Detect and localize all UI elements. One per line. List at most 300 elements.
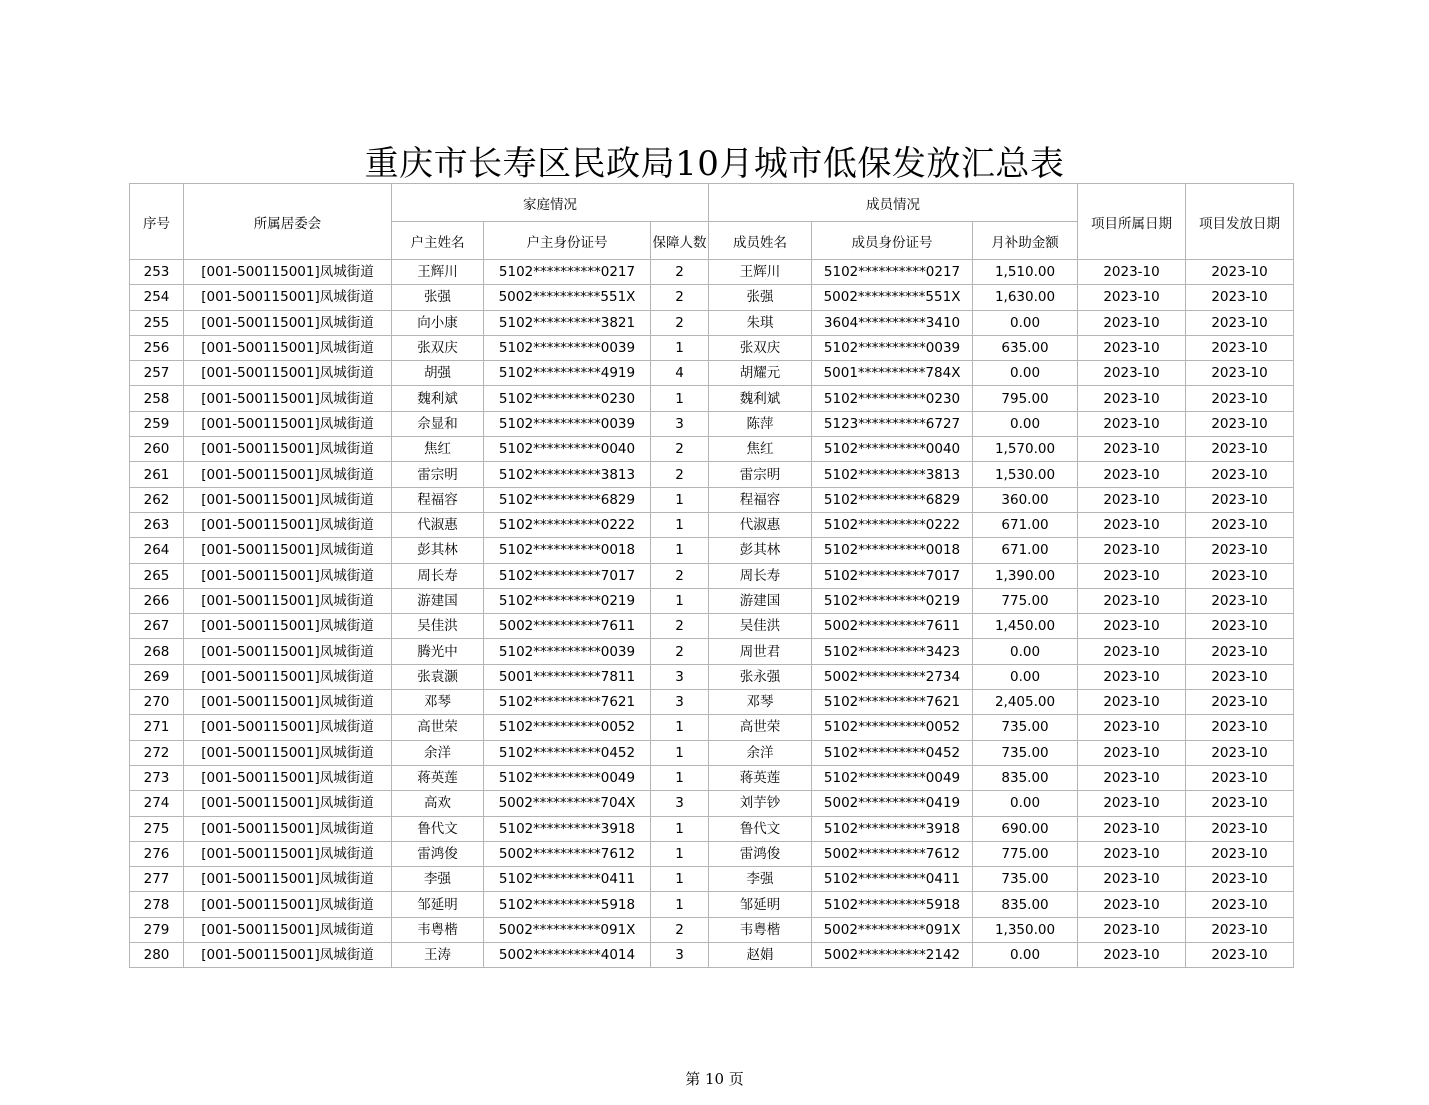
covered-cell: 2 [651, 310, 709, 335]
table-row [130, 563, 1294, 588]
seq-cell: 273 [130, 765, 184, 790]
item-date-cell: 2023-10 [1078, 765, 1186, 790]
member-name-cell: 王辉川 [709, 260, 812, 285]
member-name-cell: 程福容 [709, 487, 812, 512]
seq-cell: 254 [130, 285, 184, 310]
committee-cell: [001-500115001]凤城街道 [184, 791, 392, 816]
header-member-id: 成员身份证号 [812, 222, 973, 260]
issue-date-cell: 2023-10 [1186, 664, 1294, 689]
member-name-cell: 周世君 [709, 639, 812, 664]
table-row [130, 411, 1294, 436]
subsidy-cell: 671.00 [973, 538, 1078, 563]
head-id-cell: 5102**********0040 [484, 437, 651, 462]
seq-cell: 255 [130, 310, 184, 335]
subsidy-cell: 775.00 [973, 588, 1078, 613]
head-name-cell: 胡强 [392, 361, 484, 386]
member-id-cell: 5001**********784X [812, 361, 973, 386]
seq-cell: 258 [130, 386, 184, 411]
table-row [130, 917, 1294, 942]
issue-date-cell: 2023-10 [1186, 715, 1294, 740]
member-name-cell: 邹延明 [709, 892, 812, 917]
table-row [130, 690, 1294, 715]
subsidy-cell: 0.00 [973, 411, 1078, 436]
subsidy-cell: 1,390.00 [973, 563, 1078, 588]
seq-cell: 259 [130, 411, 184, 436]
item-date-cell: 2023-10 [1078, 335, 1186, 360]
table-row [130, 791, 1294, 816]
head-name-cell: 雷宗明 [392, 462, 484, 487]
head-id-cell: 5102**********7621 [484, 690, 651, 715]
committee-cell: [001-500115001]凤城街道 [184, 285, 392, 310]
covered-cell: 2 [651, 614, 709, 639]
committee-cell: [001-500115001]凤城街道 [184, 943, 392, 968]
committee-cell: [001-500115001]凤城街道 [184, 917, 392, 942]
subsidy-cell: 1,530.00 [973, 462, 1078, 487]
covered-cell: 1 [651, 512, 709, 537]
seq-cell: 256 [130, 335, 184, 360]
seq-cell: 261 [130, 462, 184, 487]
issue-date-cell: 2023-10 [1186, 437, 1294, 462]
head-name-cell: 鲁代文 [392, 816, 484, 841]
covered-cell: 1 [651, 816, 709, 841]
seq-cell: 271 [130, 715, 184, 740]
head-id-cell: 5102**********3813 [484, 462, 651, 487]
committee-cell: [001-500115001]凤城街道 [184, 664, 392, 689]
covered-cell: 1 [651, 765, 709, 790]
member-name-cell: 吴佳洪 [709, 614, 812, 639]
head-id-cell: 5102**********0018 [484, 538, 651, 563]
member-name-cell: 彭其林 [709, 538, 812, 563]
subsidy-cell: 735.00 [973, 740, 1078, 765]
committee-cell: [001-500115001]凤城街道 [184, 361, 392, 386]
member-name-cell: 赵娟 [709, 943, 812, 968]
item-date-cell: 2023-10 [1078, 538, 1186, 563]
issue-date-cell: 2023-10 [1186, 411, 1294, 436]
member-id-cell: 5002**********2142 [812, 943, 973, 968]
table-row [130, 943, 1294, 968]
table-row [130, 538, 1294, 563]
seq-cell: 267 [130, 614, 184, 639]
subsidy-cell: 1,450.00 [973, 614, 1078, 639]
member-id-cell: 5102**********0040 [812, 437, 973, 462]
item-date-cell: 2023-10 [1078, 867, 1186, 892]
header-issue-date: 项目发放日期 [1186, 184, 1294, 260]
subsidy-cell: 835.00 [973, 892, 1078, 917]
header-covered: 保障人数 [651, 222, 709, 260]
head-name-cell: 张袁灏 [392, 664, 484, 689]
head-id-cell: 5002**********704X [484, 791, 651, 816]
issue-date-cell: 2023-10 [1186, 816, 1294, 841]
item-date-cell: 2023-10 [1078, 437, 1186, 462]
seq-cell: 264 [130, 538, 184, 563]
header-committee: 所属居委会 [184, 184, 392, 260]
member-name-cell: 韦粤楷 [709, 917, 812, 942]
item-date-cell: 2023-10 [1078, 285, 1186, 310]
issue-date-cell: 2023-10 [1186, 462, 1294, 487]
member-name-cell: 高世荣 [709, 715, 812, 740]
member-name-cell: 鲁代文 [709, 816, 812, 841]
issue-date-cell: 2023-10 [1186, 892, 1294, 917]
subsidy-cell: 775.00 [973, 841, 1078, 866]
header-head-id: 户主身份证号 [484, 222, 651, 260]
table-row [130, 437, 1294, 462]
head-id-cell: 5102**********0222 [484, 512, 651, 537]
member-id-cell: 5002**********7612 [812, 841, 973, 866]
subsidy-cell: 690.00 [973, 816, 1078, 841]
committee-cell: [001-500115001]凤城街道 [184, 639, 392, 664]
subsidy-cell: 0.00 [973, 361, 1078, 386]
item-date-cell: 2023-10 [1078, 690, 1186, 715]
head-id-cell: 5102**********0411 [484, 867, 651, 892]
table-row [130, 386, 1294, 411]
head-id-cell: 5102**********0039 [484, 335, 651, 360]
head-name-cell: 焦红 [392, 437, 484, 462]
covered-cell: 3 [651, 791, 709, 816]
member-id-cell: 5102**********0018 [812, 538, 973, 563]
table-row [130, 715, 1294, 740]
head-id-cell: 5102**********6829 [484, 487, 651, 512]
item-date-cell: 2023-10 [1078, 841, 1186, 866]
member-name-cell: 周长寿 [709, 563, 812, 588]
head-name-cell: 吴佳洪 [392, 614, 484, 639]
table-row [130, 841, 1294, 866]
header-head-name: 户主姓名 [392, 222, 484, 260]
item-date-cell: 2023-10 [1078, 816, 1186, 841]
header-item-date: 项目所属日期 [1078, 184, 1186, 260]
head-name-cell: 蒋英莲 [392, 765, 484, 790]
head-name-cell: 周长寿 [392, 563, 484, 588]
subsidy-cell: 0.00 [973, 664, 1078, 689]
member-name-cell: 雷宗明 [709, 462, 812, 487]
subsidy-cell: 360.00 [973, 487, 1078, 512]
subsidy-cell: 1,350.00 [973, 917, 1078, 942]
item-date-cell: 2023-10 [1078, 563, 1186, 588]
member-id-cell: 5002**********551X [812, 285, 973, 310]
table-row [130, 361, 1294, 386]
subsidy-cell: 835.00 [973, 765, 1078, 790]
member-name-cell: 魏利斌 [709, 386, 812, 411]
member-name-cell: 李强 [709, 867, 812, 892]
member-id-cell: 5102**********0219 [812, 588, 973, 613]
issue-date-cell: 2023-10 [1186, 310, 1294, 335]
seq-cell: 253 [130, 260, 184, 285]
head-name-cell: 向小康 [392, 310, 484, 335]
header-member-group: 成员情况 [709, 184, 1078, 222]
issue-date-cell: 2023-10 [1186, 943, 1294, 968]
committee-cell: [001-500115001]凤城街道 [184, 715, 392, 740]
covered-cell: 3 [651, 411, 709, 436]
member-id-cell: 5002**********091X [812, 917, 973, 942]
covered-cell: 1 [651, 538, 709, 563]
member-name-cell: 余洋 [709, 740, 812, 765]
committee-cell: [001-500115001]凤城街道 [184, 437, 392, 462]
head-id-cell: 5102**********0039 [484, 411, 651, 436]
subsidy-cell: 0.00 [973, 639, 1078, 664]
covered-cell: 1 [651, 867, 709, 892]
committee-cell: [001-500115001]凤城街道 [184, 816, 392, 841]
committee-cell: [001-500115001]凤城街道 [184, 588, 392, 613]
member-name-cell: 张双庆 [709, 335, 812, 360]
item-date-cell: 2023-10 [1078, 512, 1186, 537]
member-name-cell: 雷鸿俊 [709, 841, 812, 866]
committee-cell: [001-500115001]凤城街道 [184, 765, 392, 790]
issue-date-cell: 2023-10 [1186, 614, 1294, 639]
head-id-cell: 5002**********091X [484, 917, 651, 942]
committee-cell: [001-500115001]凤城街道 [184, 512, 392, 537]
item-date-cell: 2023-10 [1078, 917, 1186, 942]
seq-cell: 278 [130, 892, 184, 917]
table-row [130, 260, 1294, 285]
table-row [130, 310, 1294, 335]
committee-cell: [001-500115001]凤城街道 [184, 335, 392, 360]
head-id-cell: 5102**********0052 [484, 715, 651, 740]
seq-cell: 279 [130, 917, 184, 942]
issue-date-cell: 2023-10 [1186, 335, 1294, 360]
header-seq: 序号 [130, 184, 184, 260]
table-row [130, 588, 1294, 613]
member-name-cell: 邓琴 [709, 690, 812, 715]
member-name-cell: 蒋英莲 [709, 765, 812, 790]
member-id-cell: 5102**********0411 [812, 867, 973, 892]
member-id-cell: 5002**********7611 [812, 614, 973, 639]
head-name-cell: 雷鸿俊 [392, 841, 484, 866]
covered-cell: 1 [651, 335, 709, 360]
issue-date-cell: 2023-10 [1186, 260, 1294, 285]
subsidy-cell: 0.00 [973, 310, 1078, 335]
head-name-cell: 韦粤楷 [392, 917, 484, 942]
subsidy-cell: 635.00 [973, 335, 1078, 360]
committee-cell: [001-500115001]凤城街道 [184, 892, 392, 917]
covered-cell: 2 [651, 639, 709, 664]
head-name-cell: 张双庆 [392, 335, 484, 360]
covered-cell: 2 [651, 462, 709, 487]
seq-cell: 270 [130, 690, 184, 715]
head-id-cell: 5002**********7612 [484, 841, 651, 866]
item-date-cell: 2023-10 [1078, 639, 1186, 664]
head-id-cell: 5102**********7017 [484, 563, 651, 588]
table-row [130, 664, 1294, 689]
table-row [130, 512, 1294, 537]
subsidy-cell: 671.00 [973, 512, 1078, 537]
head-name-cell: 代淑惠 [392, 512, 484, 537]
item-date-cell: 2023-10 [1078, 361, 1186, 386]
issue-date-cell: 2023-10 [1186, 765, 1294, 790]
subsidy-cell: 1,510.00 [973, 260, 1078, 285]
member-id-cell: 5102**********0052 [812, 715, 973, 740]
seq-cell: 268 [130, 639, 184, 664]
issue-date-cell: 2023-10 [1186, 361, 1294, 386]
table-row [130, 335, 1294, 360]
head-name-cell: 高世荣 [392, 715, 484, 740]
head-name-cell: 魏利斌 [392, 386, 484, 411]
seq-cell: 260 [130, 437, 184, 462]
covered-cell: 1 [651, 740, 709, 765]
seq-cell: 272 [130, 740, 184, 765]
item-date-cell: 2023-10 [1078, 664, 1186, 689]
subsidy-cell: 1,630.00 [973, 285, 1078, 310]
member-id-cell: 5102**********0049 [812, 765, 973, 790]
table-row [130, 816, 1294, 841]
member-name-cell: 张强 [709, 285, 812, 310]
member-id-cell: 5002**********0419 [812, 791, 973, 816]
issue-date-cell: 2023-10 [1186, 867, 1294, 892]
member-id-cell: 5102**********3423 [812, 639, 973, 664]
table-row [130, 487, 1294, 512]
head-name-cell: 张强 [392, 285, 484, 310]
seq-cell: 257 [130, 361, 184, 386]
subsidy-cell: 1,570.00 [973, 437, 1078, 462]
covered-cell: 2 [651, 260, 709, 285]
member-name-cell: 胡耀元 [709, 361, 812, 386]
item-date-cell: 2023-10 [1078, 462, 1186, 487]
subsidy-cell: 735.00 [973, 867, 1078, 892]
subsidy-cell: 0.00 [973, 791, 1078, 816]
head-name-cell: 余洋 [392, 740, 484, 765]
item-date-cell: 2023-10 [1078, 892, 1186, 917]
issue-date-cell: 2023-10 [1186, 538, 1294, 563]
committee-cell: [001-500115001]凤城街道 [184, 386, 392, 411]
covered-cell: 3 [651, 664, 709, 689]
member-name-cell: 刘芋钞 [709, 791, 812, 816]
committee-cell: [001-500115001]凤城街道 [184, 538, 392, 563]
member-id-cell: 5102**********0222 [812, 512, 973, 537]
member-id-cell: 5123**********6727 [812, 411, 973, 436]
head-name-cell: 腾光中 [392, 639, 484, 664]
covered-cell: 2 [651, 917, 709, 942]
head-id-cell: 5002**********4014 [484, 943, 651, 968]
committee-cell: [001-500115001]凤城街道 [184, 487, 392, 512]
seq-cell: 280 [130, 943, 184, 968]
seq-cell: 274 [130, 791, 184, 816]
committee-cell: [001-500115001]凤城街道 [184, 260, 392, 285]
item-date-cell: 2023-10 [1078, 614, 1186, 639]
covered-cell: 4 [651, 361, 709, 386]
covered-cell: 1 [651, 892, 709, 917]
page-title: 重庆市长寿区民政局10月城市低保发放汇总表 [364, 144, 1065, 184]
header-family-group: 家庭情况 [392, 184, 709, 222]
member-id-cell: 5102**********7017 [812, 563, 973, 588]
member-id-cell: 5102**********0039 [812, 335, 973, 360]
seq-cell: 263 [130, 512, 184, 537]
covered-cell: 3 [651, 943, 709, 968]
head-name-cell: 高欢 [392, 791, 484, 816]
covered-cell: 2 [651, 285, 709, 310]
item-date-cell: 2023-10 [1078, 588, 1186, 613]
head-id-cell: 5102**********3918 [484, 816, 651, 841]
member-id-cell: 5102**********3918 [812, 816, 973, 841]
issue-date-cell: 2023-10 [1186, 917, 1294, 942]
member-id-cell: 5002**********2734 [812, 664, 973, 689]
member-id-cell: 5102**********5918 [812, 892, 973, 917]
member-id-cell: 5102**********0217 [812, 260, 973, 285]
summary-table [129, 183, 1294, 968]
head-id-cell: 5102**********0452 [484, 740, 651, 765]
head-name-cell: 程福容 [392, 487, 484, 512]
table-row [130, 892, 1294, 917]
committee-cell: [001-500115001]凤城街道 [184, 740, 392, 765]
head-id-cell: 5102**********0230 [484, 386, 651, 411]
head-id-cell: 5102**********4919 [484, 361, 651, 386]
head-name-cell: 佘显和 [392, 411, 484, 436]
subsidy-cell: 795.00 [973, 386, 1078, 411]
head-name-cell: 邹延明 [392, 892, 484, 917]
subsidy-cell: 0.00 [973, 943, 1078, 968]
covered-cell: 1 [651, 588, 709, 613]
seq-cell: 265 [130, 563, 184, 588]
table-row [130, 867, 1294, 892]
committee-cell: [001-500115001]凤城街道 [184, 462, 392, 487]
member-name-cell: 陈萍 [709, 411, 812, 436]
head-id-cell: 5102**********0219 [484, 588, 651, 613]
head-name-cell: 李强 [392, 867, 484, 892]
member-id-cell: 5102**********0230 [812, 386, 973, 411]
head-name-cell: 邓琴 [392, 690, 484, 715]
seq-cell: 262 [130, 487, 184, 512]
header-subsidy: 月补助金额 [973, 222, 1078, 260]
table-row [130, 765, 1294, 790]
table-body [130, 260, 1294, 968]
covered-cell: 1 [651, 841, 709, 866]
issue-date-cell: 2023-10 [1186, 386, 1294, 411]
head-id-cell: 5002**********7611 [484, 614, 651, 639]
head-id-cell: 5001**********7811 [484, 664, 651, 689]
member-id-cell: 5102**********0452 [812, 740, 973, 765]
page-number: 第 10 页 [685, 1070, 744, 1088]
item-date-cell: 2023-10 [1078, 943, 1186, 968]
committee-cell: [001-500115001]凤城街道 [184, 867, 392, 892]
head-id-cell: 5102**********0217 [484, 260, 651, 285]
issue-date-cell: 2023-10 [1186, 690, 1294, 715]
table-row [130, 462, 1294, 487]
issue-date-cell: 2023-10 [1186, 487, 1294, 512]
member-name-cell: 焦红 [709, 437, 812, 462]
head-name-cell: 王涛 [392, 943, 484, 968]
member-name-cell: 游建国 [709, 588, 812, 613]
head-id-cell: 5002**********551X [484, 285, 651, 310]
head-id-cell: 5102**********3821 [484, 310, 651, 335]
issue-date-cell: 2023-10 [1186, 512, 1294, 537]
item-date-cell: 2023-10 [1078, 487, 1186, 512]
committee-cell: [001-500115001]凤城街道 [184, 310, 392, 335]
committee-cell: [001-500115001]凤城街道 [184, 841, 392, 866]
member-id-cell: 5102**********7621 [812, 690, 973, 715]
item-date-cell: 2023-10 [1078, 740, 1186, 765]
head-name-cell: 游建国 [392, 588, 484, 613]
seq-cell: 275 [130, 816, 184, 841]
issue-date-cell: 2023-10 [1186, 841, 1294, 866]
seq-cell: 269 [130, 664, 184, 689]
head-name-cell: 彭其林 [392, 538, 484, 563]
committee-cell: [001-500115001]凤城街道 [184, 614, 392, 639]
member-name-cell: 代淑惠 [709, 512, 812, 537]
issue-date-cell: 2023-10 [1186, 740, 1294, 765]
item-date-cell: 2023-10 [1078, 411, 1186, 436]
issue-date-cell: 2023-10 [1186, 639, 1294, 664]
seq-cell: 266 [130, 588, 184, 613]
subsidy-cell: 735.00 [973, 715, 1078, 740]
seq-cell: 277 [130, 867, 184, 892]
covered-cell: 3 [651, 690, 709, 715]
committee-cell: [001-500115001]凤城街道 [184, 690, 392, 715]
subsidy-cell: 2,405.00 [973, 690, 1078, 715]
table-row [130, 285, 1294, 310]
table-row [130, 639, 1294, 664]
head-id-cell: 5102**********0039 [484, 639, 651, 664]
head-id-cell: 5102**********0049 [484, 765, 651, 790]
item-date-cell: 2023-10 [1078, 791, 1186, 816]
head-name-cell: 王辉川 [392, 260, 484, 285]
member-id-cell: 5102**********3813 [812, 462, 973, 487]
